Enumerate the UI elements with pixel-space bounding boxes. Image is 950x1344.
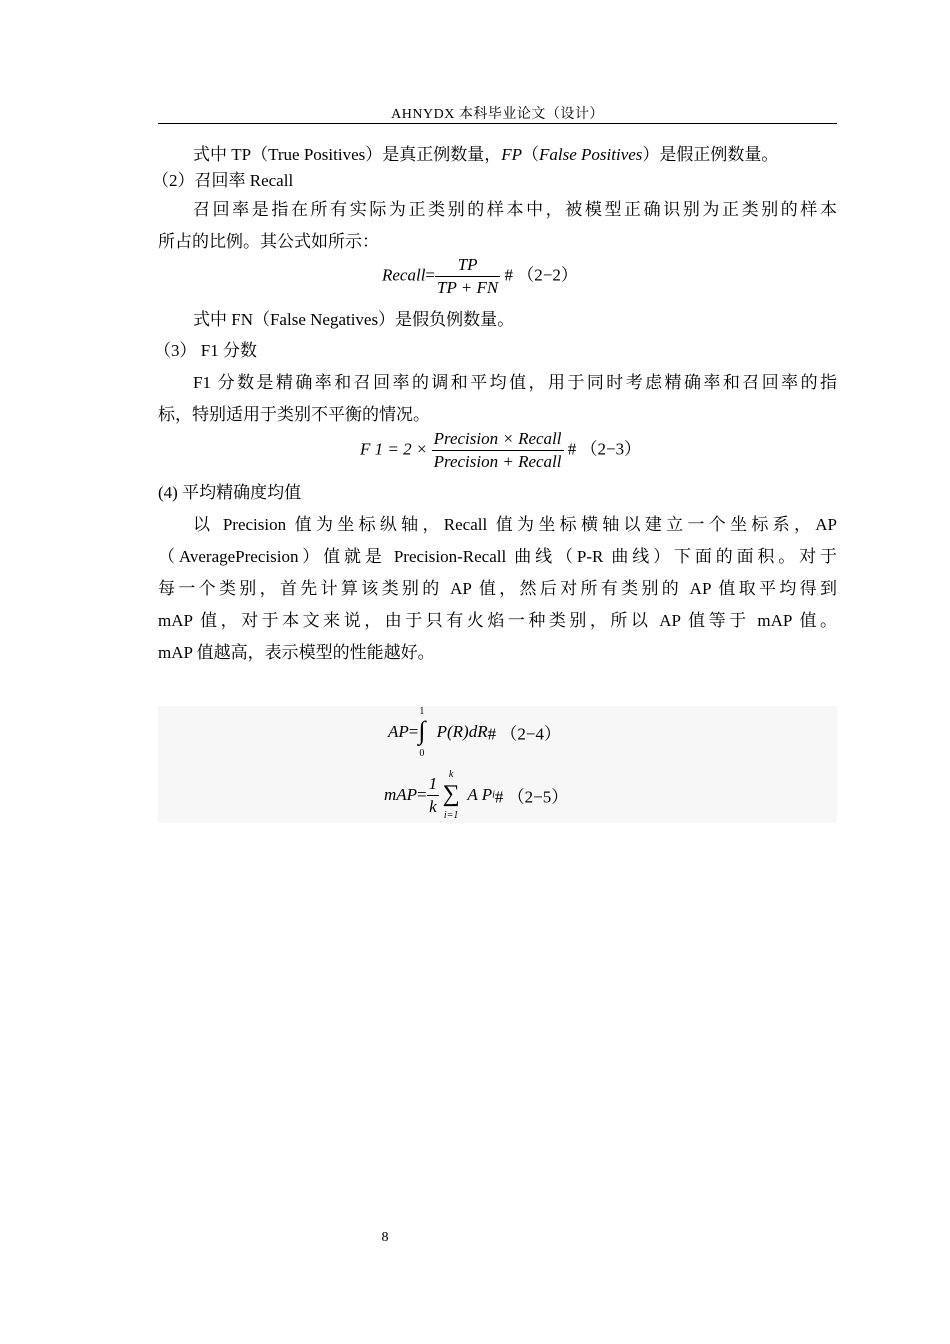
eq-map-equals: = [417,785,427,804]
sum-upper-limit: k [448,769,454,780]
paragraph-map-line1: 以 Precision 值为坐标纵轴，Recall 值为坐标横轴以建立一个坐标系，AP [193,515,837,534]
eq-map-body: A P [467,785,493,804]
paragraph-f1-line1: F1 分数是精确率和召回率的调和平均值，用于同时考虑精确率和召回率的指 [193,373,837,392]
sum-symbol: ∑ [442,781,460,807]
section-heading-map: (4) 平均精确度均值 [158,483,302,502]
eq-f1-number: # （2−3） [567,439,642,459]
text-paren-open: （ [522,145,540,164]
eq-recall-denominator: TP + FN [437,278,499,297]
eq-map-number: # （2−5） [494,787,569,807]
integral-sign [418,707,432,757]
equation-map [384,770,568,820]
eq-recall-equals: = [425,265,436,285]
text-tp: 式中 TP（True Positives）是真正例数量， [193,145,502,164]
eq-ap-lhs: AP [388,722,409,741]
page-header: AHNYDX 本科毕业论文（设计） [391,107,604,122]
section-heading-f1: （3） F1 分数 [154,341,257,360]
eq-map-denominator: k [427,795,440,818]
integral-symbol: ∫ [418,716,426,745]
text-fp-tail: ）是假正例数量。 [642,145,779,164]
paragraph-map-line5: mAP 值越高，表示模型的性能越好。 [158,643,435,662]
eq-recall-numerator: TP [457,255,478,274]
eq-ap-number: # （2−4） [487,724,561,744]
paragraph-recall-line2: 所占的比例。其公式如所示： [158,232,379,251]
eq-recall-lhs: Recall [382,265,426,285]
header-divider [158,123,837,124]
eq-map-numerator: 1 [428,773,438,793]
eq-f1-numerator: Precision × Recall [433,429,562,448]
equation-ap [388,707,561,757]
section-heading-recall: （2）召回率 Recall [152,171,294,190]
page-number: 8 [381,1230,389,1245]
paragraph-tp-fp [158,143,837,167]
eq-recall-number: # （2−2） [504,265,578,285]
text-fp-full: False Positives [539,145,643,164]
summation-sign [439,770,463,820]
paragraph-f1-line2: 标，特别适用于类别不平衡的情况。 [158,405,430,424]
sum-lower-limit: i=1 [443,810,459,821]
eq-ap-body: P(R)dR [436,722,488,741]
eq-f1-fraction [432,428,564,473]
eq-ap-equals: = [408,722,419,741]
eq-map-lhs: mAP [384,785,418,804]
paragraph-map-line2: （AveragePrecision）值就是 Precision-Recall 曲线（P-R 曲线）下面的面积。对于 [158,547,837,566]
eq-f1-lhs: F 1 = 2 × [360,439,428,459]
paragraph-map-line3: 每一个类别，首先计算该类别的 AP 值，然后对所有类别的 AP 值取平均得到 [158,579,837,598]
eq-recall-fraction [435,254,500,299]
paragraph-map-line4: mAP 值，对于本文来说，由于只有火焰一种类别，所以 AP 值等于 mAP 值。 [158,611,837,630]
text-fp: FP [501,145,523,164]
eq-f1-denominator: Precision + Recall [433,452,562,471]
paragraph-recall-line1: 召回率是指在所有实际为正类别的样本中，被模型正确识别为正类别的样本 [193,200,837,219]
integral-upper-limit: 1 [419,706,425,717]
equation-recall [382,254,578,299]
integral-lower-limit: 0 [419,748,425,759]
eq-map-subscript: i [492,789,495,801]
eq-map-fraction [427,773,440,818]
equation-f1 [360,428,641,473]
paragraph-fn: 式中 FN（False Negatives）是假负例数量。 [193,310,515,329]
